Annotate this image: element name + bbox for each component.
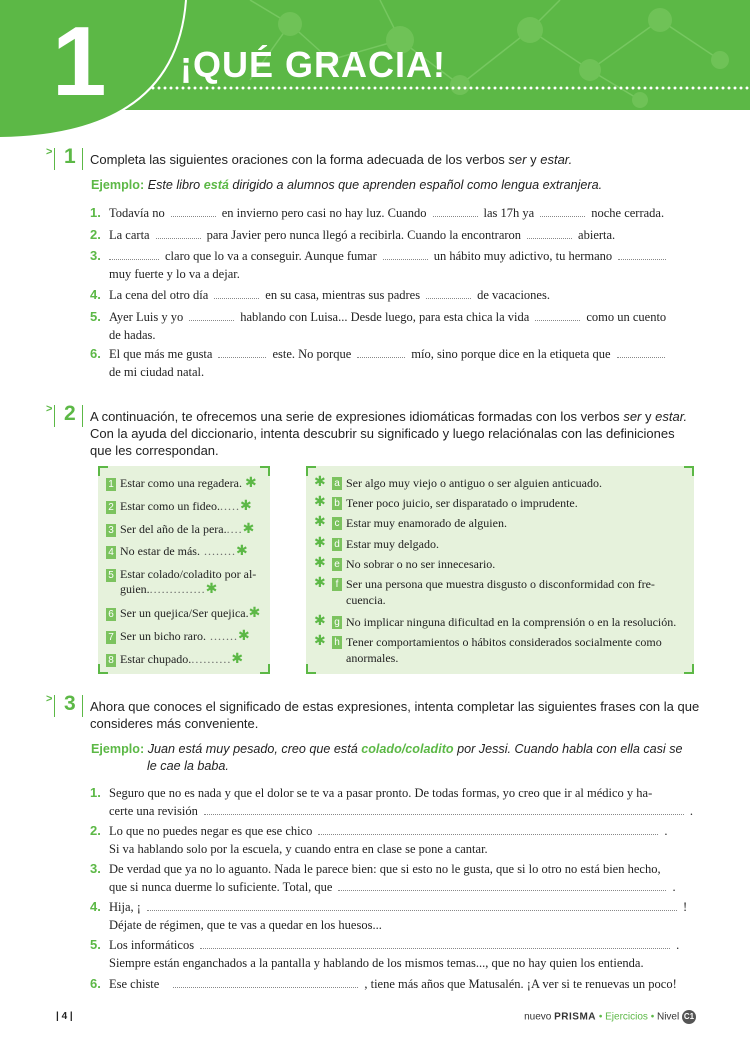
blank-field[interactable] — [204, 813, 684, 815]
asterisk-icon: ✱ — [205, 581, 218, 597]
blank-field[interactable] — [357, 356, 405, 358]
blank-field[interactable] — [527, 237, 572, 239]
asterisk-icon: ✱ — [237, 628, 250, 644]
exercise-number: 3 — [64, 692, 76, 715]
unit-title: ¡QUÉ GRACIA! — [180, 44, 446, 85]
box-corner — [260, 466, 270, 476]
asterisk-icon: ✱ — [314, 474, 326, 490]
exercise-arrow-icon: > — [46, 693, 53, 705]
blank-field[interactable] — [318, 833, 658, 835]
blank-field[interactable] — [426, 297, 471, 299]
blank-field[interactable] — [214, 297, 259, 299]
expression-item[interactable]: 4 No estar de más. ........✱ — [106, 544, 248, 559]
title-dotted-rule — [150, 86, 750, 90]
asterisk-icon: ✱ — [244, 475, 257, 491]
blank-field[interactable] — [109, 258, 159, 260]
divider — [54, 148, 55, 170]
expression-item[interactable]: 3 Ser del año de la pera.....✱ — [106, 522, 254, 537]
asterisk-icon: ✱ — [248, 605, 261, 621]
page-number: | 4 | — [56, 1011, 73, 1022]
definitions-box: ✱ a Ser algo muy viejo o antiguo o ser alguien anticuado. ✱ b Tener poco juicio, ser disparatado o imprudente. ✱ c Estar muy enamorado de alguien. ✱ d Estar muy delgado. ✱ e No sobrar o no ser innecesario. ✱ f Ser una persona que muestra disgusto o disconformidad con fre- cuencia. ✱ g No implicar ninguna dificultad en la comprensión o en la resolución. ✱ h Tener comportamientos o hábitos considerados socialmente como anormales. — [306, 466, 694, 674]
blank-field[interactable] — [200, 947, 670, 949]
asterisk-icon: ✱ — [314, 633, 326, 649]
footer-brand: nuevo PRISMA • Ejercicios • Nivel C1 — [524, 1011, 695, 1023]
exercise-number: 1 — [64, 145, 76, 168]
level-badge: C1 — [682, 1010, 696, 1024]
unit-number: 1 — [52, 6, 107, 116]
exercise-instruction: Ahora que conoces el significado de estas expresiones, intenta completar las siguientes frases con la que consideres más conveniente. — [90, 699, 700, 731]
expressions-box — [98, 466, 270, 674]
divider — [54, 695, 55, 717]
expression-item[interactable]: 6 Ser un quejica/Ser quejica.✱ — [106, 606, 260, 621]
expression-item[interactable]: 8 Estar chupado...........✱ — [106, 652, 243, 667]
box-corner — [260, 664, 270, 674]
exercise-number: 2 — [64, 402, 76, 425]
asterisk-icon: ✱ — [242, 521, 255, 537]
blank-field[interactable] — [171, 215, 216, 217]
box-corner — [684, 466, 694, 476]
blank-field[interactable] — [433, 215, 478, 217]
blank-field[interactable] — [218, 356, 266, 358]
blank-field[interactable] — [156, 237, 201, 239]
exercise-instruction-continued: Con la ayuda del diccionario, intenta descubrir su significado y luego relaciónalas con las definiciones que les correspondan. — [90, 426, 675, 458]
expression-item[interactable]: 7 Ser un bicho raro. .......✱ — [106, 629, 250, 644]
expression-item[interactable]: 5 Estar colado/coladito por al- guien...............✱ — [106, 567, 256, 597]
blank-field[interactable] — [535, 319, 580, 321]
blank-field[interactable] — [173, 986, 358, 988]
asterisk-icon: ✱ — [314, 613, 326, 629]
expression-item[interactable]: 1 Estar como una regadera. ✱ — [106, 476, 257, 491]
unit-header — [0, 0, 750, 138]
exercise-1-example: Ejemplo: Este libro está dirigido a alumnos que aprenden español como lengua extranjera. — [91, 178, 603, 192]
blank-field[interactable] — [618, 258, 666, 260]
asterisk-icon: ✱ — [314, 494, 326, 510]
exercise-arrow-icon: > — [46, 146, 53, 158]
exercise-arrow-icon: > — [46, 403, 53, 415]
blank-field[interactable] — [189, 319, 234, 321]
divider — [54, 405, 55, 427]
asterisk-icon: ✱ — [314, 555, 326, 571]
box-corner — [98, 466, 108, 476]
expression-item[interactable]: 2 Estar como un fideo......✱ — [106, 499, 252, 514]
blank-field[interactable] — [147, 909, 677, 911]
exercise-instruction: Completa las siguientes oraciones con la forma adecuada de los verbos ser y estar. — [90, 152, 573, 167]
divider — [82, 148, 83, 170]
blank-field[interactable] — [338, 889, 666, 891]
asterisk-icon: ✱ — [314, 575, 326, 591]
divider — [82, 695, 83, 717]
blank-field[interactable] — [617, 356, 665, 358]
blank-field[interactable] — [540, 215, 585, 217]
blank-field[interactable] — [383, 258, 428, 260]
asterisk-icon: ✱ — [314, 535, 326, 551]
exercise-3-example: Ejemplo: Juan está muy pesado, creo que está colado/coladito por Jessi. Cuando habla con ella casi se le cae la baba. — [91, 742, 683, 773]
exercise-instruction: A continuación, te ofrecemos una serie de expresiones idiomáticas formadas con los verbos ser y estar. — [90, 409, 688, 424]
asterisk-icon: ✱ — [314, 514, 326, 530]
box-corner — [306, 664, 316, 674]
divider — [82, 405, 83, 427]
asterisk-icon: ✱ — [231, 651, 244, 667]
asterisk-icon: ✱ — [239, 498, 252, 514]
asterisk-icon: ✱ — [235, 543, 248, 559]
